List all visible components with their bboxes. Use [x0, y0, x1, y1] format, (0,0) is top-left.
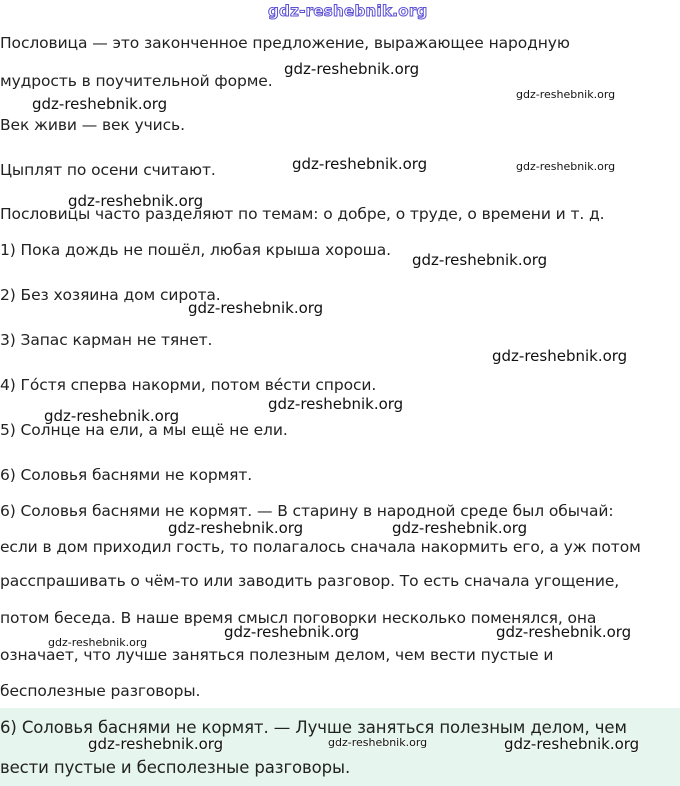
watermark: gdz-reshebnik.org [32, 95, 168, 113]
watermark: gdz-reshebnik.org [188, 299, 324, 317]
watermark: gdz-reshebnik.org [268, 395, 404, 413]
explanation-line-5: означает, что лучше заняться полезным делом, чем вести пустые и [0, 646, 554, 664]
watermark: gdz-reshebnik.org [516, 88, 616, 101]
definition-line-2: мудрость в поучительной форме. [0, 72, 273, 90]
themes-sentence: Пословицы часто разделяют по темам: о добре, о труде, о времени и т. д. [0, 205, 605, 223]
watermark: gdz-reshebnik.org [504, 735, 640, 753]
proverb-item-6: 6) Соловья баснями не кормят. [0, 466, 253, 484]
watermark: gdz-reshebnik.org [496, 623, 632, 641]
explanation-line-6: бесполезные разговоры. [0, 682, 201, 700]
watermark: gdz-reshebnik.org [224, 623, 360, 641]
watermark: gdz-reshebnik.org [492, 347, 628, 365]
watermark: gdz-reshebnik.org [68, 192, 204, 210]
proverb-item-4: 4) Го́стя сперва накорми, потом ве́сти спроси. [0, 376, 377, 394]
watermark: gdz-reshebnik.org [284, 60, 420, 78]
watermark: gdz-reshebnik.org [412, 251, 548, 269]
proverb-item-3: 3) Запас карман не тянет. [0, 331, 213, 349]
watermark: gdz-reshebnik.org [516, 160, 616, 173]
answer-line-2: вести пустые и бесполезные разговоры. [0, 758, 351, 777]
explanation-line-3: расспрашивать о чём-то или заводить разговор. То есть сначала угощение, [0, 572, 620, 590]
proverb-item-2: 2) Без хозяина дом сирота. [0, 286, 221, 304]
definition-line-1: Пословица — это законченное предложение, выражающее народную [0, 34, 570, 52]
watermark: gdz-reshebnik.org [168, 519, 304, 537]
explanation-line-2: если в дом приходил гость, то полагалось сначала накормить его, а уж потом [0, 538, 641, 556]
proverb-item-1: 1) Пока дождь не пошёл, любая крыша хороша. [0, 241, 391, 259]
explanation-line-4: потом беседа. В наше время смысл поговорки несколько поменялся, она [0, 609, 597, 627]
explanation-line-1: 6) Соловья баснями не кормят. — В старину в народной среде был обычай: [0, 502, 614, 520]
example-proverb-2: Цыплят по осени считают. [0, 161, 216, 179]
watermark: gdz-reshebnik.org [328, 736, 428, 749]
watermark: gdz-reshebnik.org [48, 636, 148, 649]
watermark: gdz-reshebnik.org [44, 407, 180, 425]
proverb-item-5: 5) Солнце на ели, а мы ещё не ели. [0, 421, 288, 439]
example-proverb-1: Век живи — век учись. [0, 116, 185, 134]
answer-line-1: 6) Соловья баснями не кормят. — Лучше заняться полезным делом, чем [0, 718, 627, 737]
watermark: gdz-reshebnik.org [88, 735, 224, 753]
header-watermark: gdz-reshebnik.org [268, 2, 428, 20]
watermark: gdz-reshebnik.org [292, 155, 428, 173]
watermark: gdz-reshebnik.org [392, 519, 528, 537]
